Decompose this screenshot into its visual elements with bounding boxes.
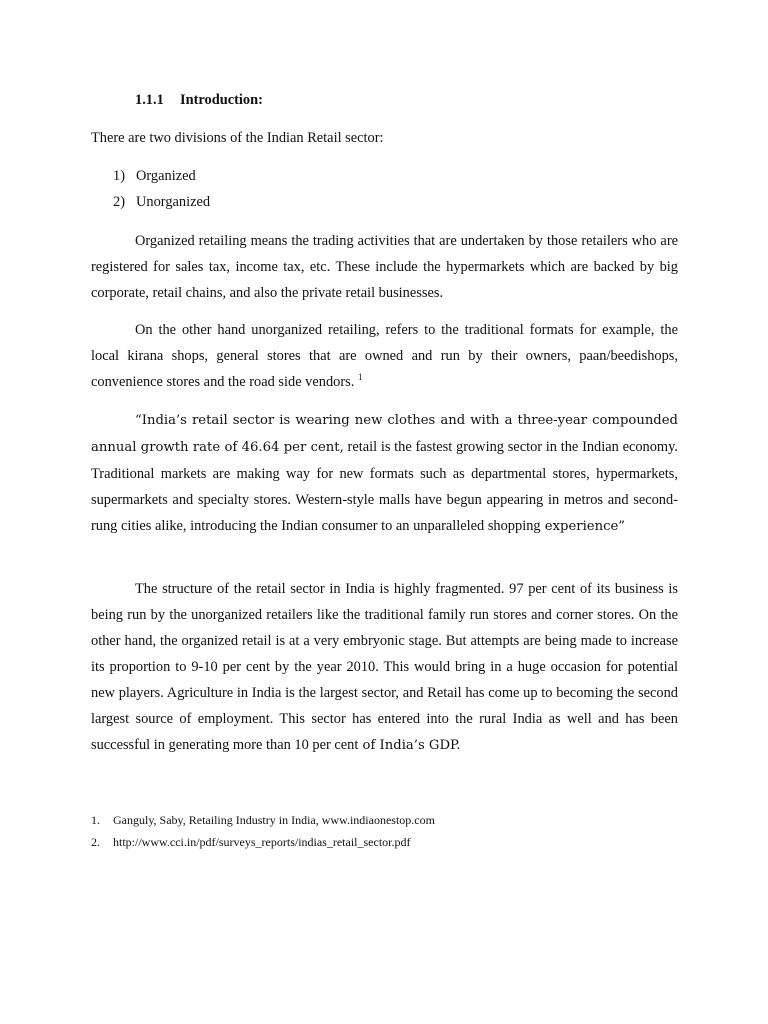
footnote-marker: 1.	[91, 813, 100, 827]
section-number: 1.1.1	[135, 92, 164, 108]
section-heading	[135, 91, 263, 109]
list-item-label: Organized	[136, 168, 196, 184]
paragraph-structure	[91, 576, 678, 759]
list-marker: 1)	[113, 168, 125, 184]
footnote-item	[91, 834, 435, 856]
section-title: Introduction:	[180, 92, 263, 108]
footnote-text: http://www.cci.in/pdf/surveys_reports/indias_retail_sector.pdf	[113, 835, 411, 849]
footnote-reference: 1	[357, 372, 363, 382]
paragraph-unorganized	[91, 317, 678, 395]
footnote-text: Ganguly, Saby, Retailing Industry in India, www.indiaonestop.com	[113, 813, 435, 827]
quote-opening-text: “India’s retail sector is wearing new clothes and with a three-year compounded annual growth rate of 46.64 per cent,	[91, 413, 678, 455]
footnote-item	[91, 812, 435, 834]
quote-main-text: retail is the fastest growing sector in the Indian economy. Traditional markets are making way for new formats such as departmental stores, hypermarkets, supermarkets and specialty stores. Western-style malls have begun appearing in metros and second-rung cities alike, introducing the Indian consumer to an unparalleled shopping	[91, 439, 678, 534]
divisions-list	[113, 167, 210, 219]
paragraph-organized: Organized retailing means the trading activities that are undertaken by those retailers who are registered for sales tax, income tax, etc. These include the hypermarkets which are backed by big corporate, retail chains, and also the private retail businesses.	[91, 233, 678, 301]
paragraph-quote	[91, 407, 678, 540]
paragraph-structure-tail: of India’s GDP.	[358, 738, 461, 753]
list-marker: 2)	[113, 194, 125, 210]
intro-line: There are two divisions of the Indian Retail sector:	[91, 130, 384, 146]
paragraph-unorganized-text: On the other hand unorganized retailing, refers to the traditional formats for example, the local kirana shops, general stores that are owned and run by their owners, paan/beedishops, convenience stores and the road side vendors.	[91, 322, 678, 390]
list-item	[113, 193, 210, 219]
paragraph-structure-text: The structure of the retail sector in India is highly fragmented. 97 per cent of its business is being run by the unorganized retailers like the traditional family run stores and corner stores. On the other hand, the organized retail is at a very embryonic stage. But attempts are being made to increase its proportion to 9-10 per cent by the year 2010. This would bring in a huge occasion for potential new players. Agriculture in India is the largest sector, and Retail has come up to becoming the second largest source of employment. This sector has entered into the rural India as well and has been successful in generating more than 10 per cent	[91, 581, 678, 753]
footnotes-list	[91, 812, 435, 856]
list-item-label: Unorganized	[136, 194, 211, 210]
quote-closing-text: experience”	[540, 519, 626, 534]
list-item	[113, 167, 210, 193]
footnote-marker: 2.	[91, 835, 100, 849]
